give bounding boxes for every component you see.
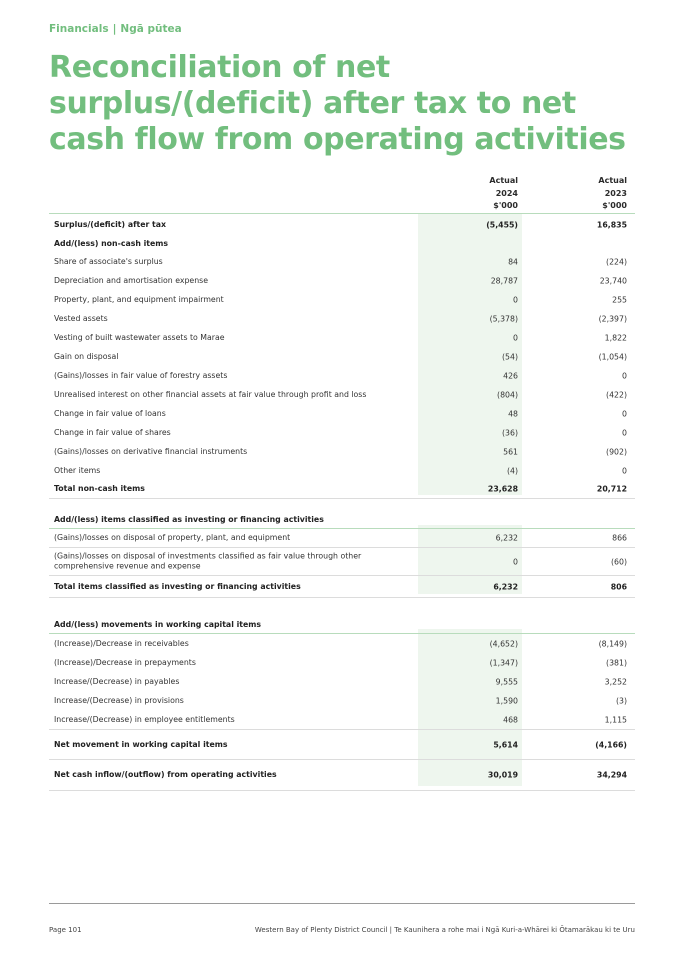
- value-2023: (902): [606, 447, 627, 456]
- value-2023: (381): [606, 658, 627, 667]
- value-2024: (54): [501, 352, 518, 361]
- table-row: [49, 385, 635, 404]
- row-label: (Gains)/losses in fair value of forestry assets: [54, 370, 228, 380]
- table-row: [49, 461, 635, 480]
- value-2023: 1,822: [604, 333, 627, 342]
- row-label: Increase/(Decrease) in provisions: [54, 695, 184, 705]
- row-label: Unrealised interest on other financial assets at fair value through profit and loss: [54, 389, 367, 399]
- table-header: [49, 170, 635, 214]
- page-number: Page 101: [49, 926, 82, 934]
- row-label: (Increase)/Decrease in prepayments: [54, 657, 196, 667]
- value-2023: (2,397): [598, 314, 627, 323]
- row-label: Share of associate's surplus: [54, 256, 163, 266]
- row-label: Property, plant, and equipment impairment: [54, 294, 224, 304]
- table-row: [49, 691, 635, 710]
- table-row: (Gains)/losses on disposal of property, plant, and equipment 6,232 866: [49, 529, 635, 548]
- breadcrumb-separator: |: [112, 23, 117, 35]
- row-label: Gain on disposal: [54, 351, 119, 361]
- value-2023: (3): [615, 696, 627, 705]
- table-row: [49, 653, 635, 672]
- noncash-heading: Add/(less) non-cash items: [54, 238, 169, 248]
- value-2024: 9,555: [495, 677, 518, 686]
- value-2023: 3,252: [604, 677, 627, 686]
- table-row: [49, 634, 635, 653]
- value-2023: 0: [622, 428, 627, 437]
- value-2024: 1,590: [495, 696, 518, 705]
- value-2024: 561: [503, 447, 518, 456]
- row-label: Change in fair value of loans: [54, 408, 166, 418]
- row-label: Vested assets: [54, 313, 108, 323]
- value-2023: 255: [612, 295, 627, 304]
- row-label: Increase/(Decrease) in employee entitlements: [54, 714, 235, 724]
- table-row: [49, 404, 635, 423]
- table-row: [49, 328, 635, 347]
- row-label: (Increase)/Decrease in receivables: [54, 638, 189, 648]
- value-2023: 23,740: [599, 276, 627, 285]
- value-2024: (4): [506, 466, 518, 475]
- table-row: [49, 442, 635, 461]
- net-cash-flow-row: Net cash inflow/(outflow) from operating activities 30,019 34,294: [49, 760, 635, 791]
- value-2024: 28,787: [490, 276, 518, 285]
- column-header-2023: Actual 2023 $'000: [598, 176, 627, 210]
- value-2024: (36): [501, 428, 518, 437]
- value-2024: (4,652): [489, 639, 518, 648]
- working-capital-heading: Add/(less) movements in working capital items: [49, 616, 635, 634]
- value-2023: (8,149): [598, 639, 627, 648]
- row-label: Depreciation and amortisation expense: [54, 275, 209, 285]
- table-row: [49, 423, 635, 442]
- value-2024: 426: [503, 371, 518, 380]
- value-2024: (1,347): [489, 658, 518, 667]
- table-row: [49, 672, 635, 691]
- table-row: [49, 252, 635, 271]
- value-2024: 468: [503, 715, 518, 724]
- table-row: [49, 309, 635, 328]
- investing-total-row: Total items classified as investing or financing activities 6,232 806: [49, 576, 635, 598]
- footer-divider: [49, 903, 635, 904]
- value-2024: (5,378): [489, 314, 518, 323]
- breadcrumb-section: Financials: [49, 23, 109, 35]
- investing-heading: Add/(less) items classified as investing or financing activities: [49, 511, 635, 529]
- value-2023: (1,054): [598, 352, 627, 361]
- net-working-capital-row: Net movement in working capital items 5,614 (4,166): [49, 729, 635, 760]
- breadcrumb: [49, 23, 182, 35]
- table-row: [49, 710, 635, 729]
- value-2023: (224): [606, 257, 627, 266]
- footer-organisation: Western Bay of Plenty District Council | Te Kaunihera a rohe mai i Ngā Kuri-a-Whārei ki Ōtamarākau ki te Uru: [254, 926, 635, 934]
- row-label: Other items: [54, 465, 101, 475]
- page-title: Reconciliation of net surplus/(deficit) after tax to net cash flow from operating activities: [49, 50, 626, 157]
- table-row: [49, 366, 635, 385]
- value-2024: 84: [508, 257, 518, 266]
- surplus-row: Surplus/(deficit) after tax (5,455) 16,835: [54, 219, 627, 229]
- reconciliation-table: [49, 170, 635, 791]
- value-2023: 1,115: [604, 715, 627, 724]
- breadcrumb-maori: Ngā pūtea: [120, 23, 182, 35]
- value-2024: 0: [513, 295, 518, 304]
- noncash-total-row: Total non-cash items 23,628 20,712: [49, 480, 635, 499]
- working-capital-items: [49, 634, 635, 729]
- row-label: Increase/(Decrease) in payables: [54, 676, 180, 686]
- value-2024: 48: [508, 409, 518, 418]
- value-2024: 0: [513, 333, 518, 342]
- value-2023: 0: [622, 371, 627, 380]
- noncash-items: [49, 252, 635, 480]
- table-row: [49, 271, 635, 290]
- table-row: (Gains)/losses on disposal of investments classified as fair value through other comprehensive revenue and expense 0 (60): [49, 548, 635, 576]
- value-2024: (804): [497, 390, 518, 399]
- value-2023: (422): [606, 390, 627, 399]
- table-row: [49, 290, 635, 309]
- row-label: Vesting of built wastewater assets to Marae: [54, 332, 225, 342]
- value-2023: 0: [622, 409, 627, 418]
- row-label: (Gains)/losses on derivative financial instruments: [54, 446, 248, 456]
- value-2023: 0: [622, 466, 627, 475]
- row-label: Change in fair value of shares: [54, 427, 171, 437]
- table-row: [49, 347, 635, 366]
- column-header-2024: Actual 2024 $'000: [489, 176, 518, 210]
